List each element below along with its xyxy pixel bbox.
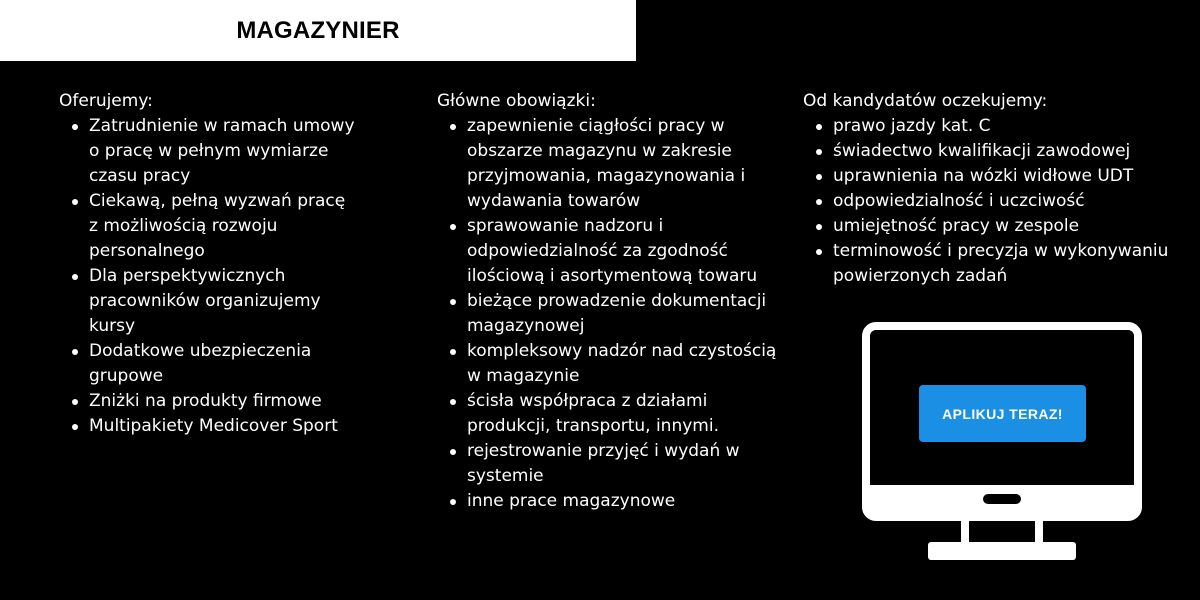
offer-section <box>59 89 359 439</box>
list-item: świadectwo kwalifikacji zawodowej <box>833 139 1178 164</box>
list-item: sprawowanie nadzoru i odpowiedzialność za zgodność ilościową i asortymentową towaru <box>467 214 777 289</box>
requirements-heading: Od kandydatów oczekujemy: <box>803 91 1048 111</box>
offer-list <box>59 114 359 439</box>
list-item: Zniżki na produkty firmowe <box>89 389 359 414</box>
list-item: kompleksowy nadzór nad czystością w magazynie <box>467 339 777 389</box>
page-title: MAGAZYNIER <box>236 16 400 44</box>
list-item: inne prace magazynowe <box>467 489 777 514</box>
monitor-icon <box>862 322 1142 566</box>
list-item: Dodatkowe ubezpieczenia grupowe <box>89 339 359 389</box>
list-item: terminowość i precyzja w wykonywaniu powierzonych zadań <box>833 239 1178 289</box>
title-banner <box>0 0 636 61</box>
list-item: Multipakiety Medicover Sport <box>89 414 359 439</box>
monitor-graphic <box>862 322 1142 566</box>
list-item: ścisła współpraca z działami produkcji, transportu, innymi. <box>467 389 777 439</box>
duties-heading: Główne obowiązki: <box>437 91 596 111</box>
list-item: odpowiedzialność i uczciwość <box>833 189 1178 214</box>
list-item: bieżące prowadzenie dokumentacji magazynowej <box>467 289 777 339</box>
requirements-section <box>803 89 1178 289</box>
list-item: prawo jazdy kat. C <box>833 114 1178 139</box>
list-item: Ciekawą, pełną wyzwań pracę z możliwością rozwoju personalnego <box>89 189 359 264</box>
list-item: Dla perspektywicznych pracowników organizujemy kursy <box>89 264 359 339</box>
duties-section <box>437 89 777 514</box>
requirements-list <box>803 114 1178 289</box>
offer-heading: Oferujemy: <box>59 91 153 111</box>
list-item: uprawnienia na wózki widłowe UDT <box>833 164 1178 189</box>
duties-list <box>437 114 777 514</box>
list-item: Zatrudnienie w ramach umowy o pracę w pełnym wymiarze czasu pracy <box>89 114 359 189</box>
apply-now-button[interactable]: APLIKUJ TERAZ! <box>919 385 1086 442</box>
list-item: umiejętność pracy w zespole <box>833 214 1178 239</box>
list-item: zapewnienie ciągłości pracy w obszarze magazynu w zakresie przyjmowania, magazynowania i wydawania towarów <box>467 114 777 214</box>
list-item: rejestrowanie przyjęć i wydań w systemie <box>467 439 777 489</box>
